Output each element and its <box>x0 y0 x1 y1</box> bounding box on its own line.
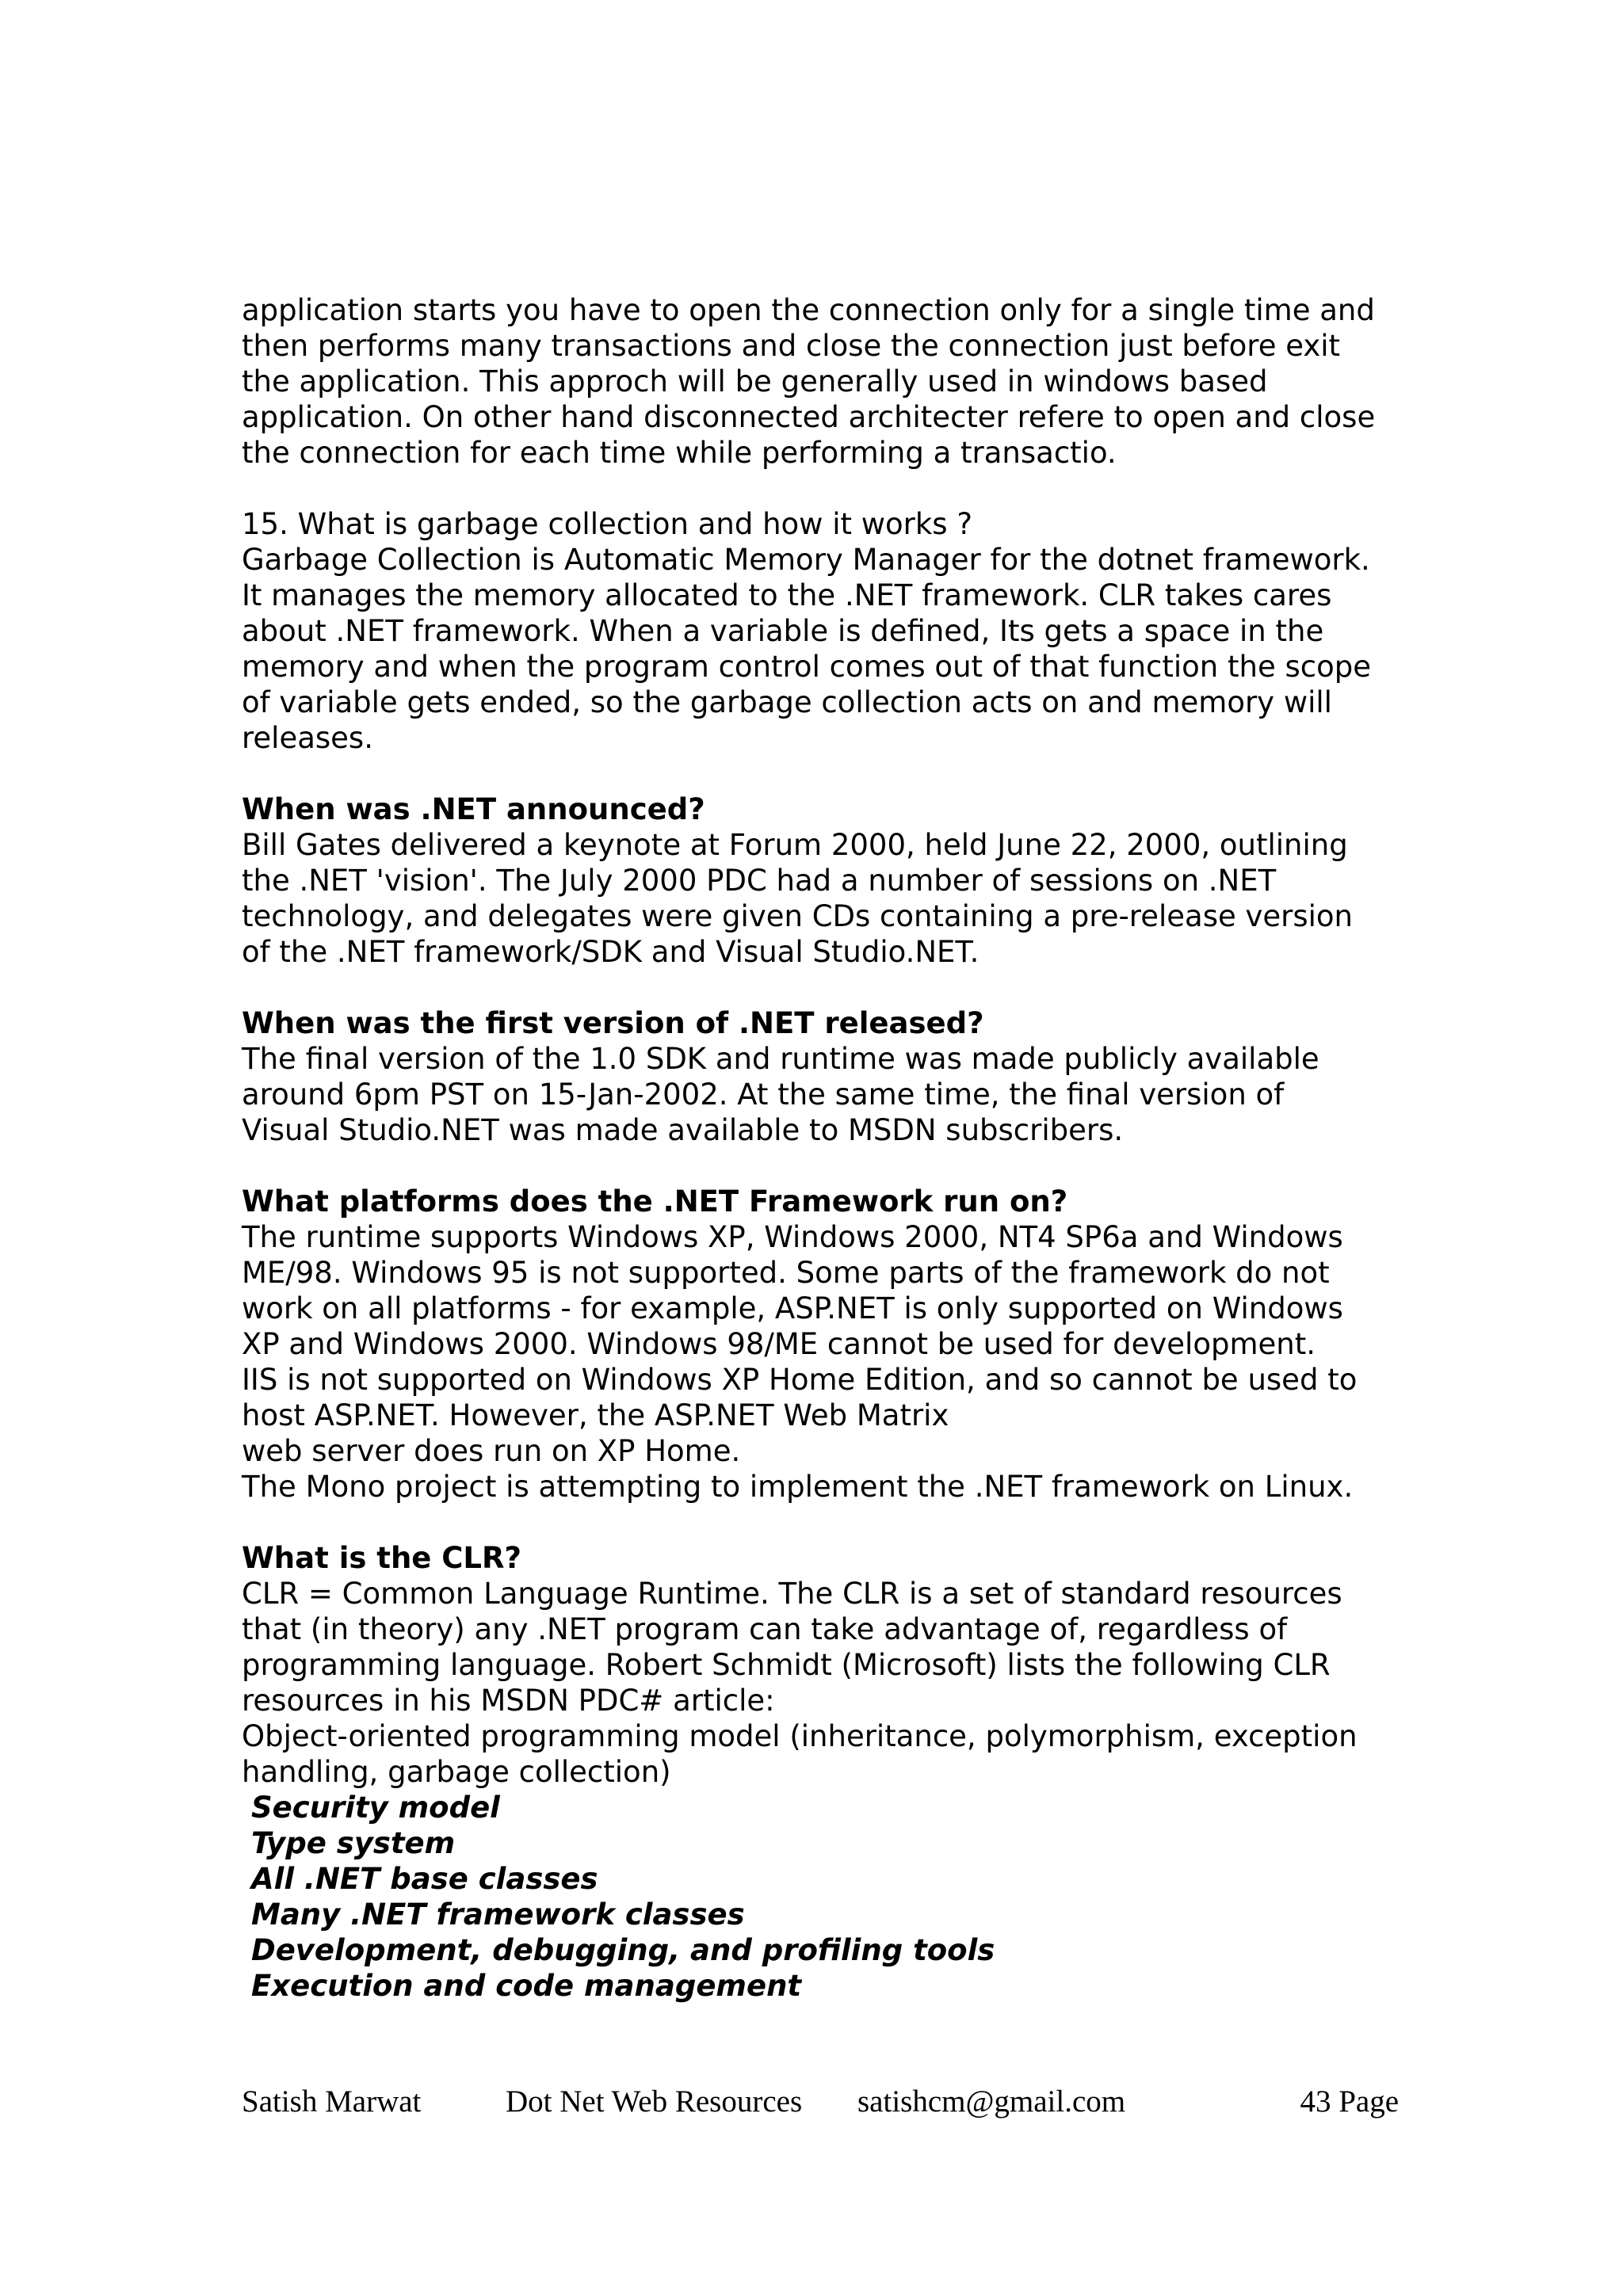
intro-paragraph <box>242 292 1407 471</box>
text-line: the .NET 'vision'. The July 2000 PDC had a number of sessions on .NET <box>242 864 1277 898</box>
gc-question: 15. What is garbage collection and how it works ? <box>242 507 972 541</box>
text-line: technology, and delegates were given CDs containing a pre-release version <box>242 899 1354 933</box>
footer-page-number: 43 Page <box>1300 2084 1399 2119</box>
list-item: Development, debugging, and profiling tools <box>251 1933 995 1967</box>
section-heading: When was the first version of .NET released? <box>242 1006 984 1040</box>
text-line: CLR = Common Language Runtime. The CLR is a set of standard resources <box>242 1577 1342 1611</box>
spacer <box>242 756 1407 791</box>
text-line: It manages the memory allocated to the .NET framework. CLR takes cares <box>242 578 1332 612</box>
platforms-section <box>242 1184 1407 1505</box>
released-section <box>242 1005 1407 1148</box>
text-line: the application. This approch will be generally used in windows based <box>242 364 1268 399</box>
text-line: that (in theory) any .NET program can take advantage of, regardless of <box>242 1612 1288 1646</box>
gc-section <box>242 506 1407 756</box>
text-line: then performs many transactions and close the connection just before exit <box>242 329 1341 363</box>
section-heading: What platforms does the .NET Framework run on? <box>242 1184 1068 1219</box>
text-line: about .NET framework. When a variable is defined, Its gets a space in the <box>242 614 1324 648</box>
text-line: Visual Studio.NET was made available to MSDN subscribers. <box>242 1113 1124 1147</box>
footer-email: satishcm@gmail.com <box>857 2084 1126 2119</box>
text-line: resources in his MSDN PDC# article: <box>242 1684 775 1718</box>
section-heading: What is the CLR? <box>242 1541 521 1575</box>
text-line: memory and when the program control comes out of that function the scope <box>242 650 1372 684</box>
spacer <box>242 471 1407 506</box>
text-line: application starts you have to open the connection only for a single time and <box>242 293 1375 327</box>
text-line: the connection for each time while performing a transactio. <box>242 436 1117 470</box>
text-line: ME/98. Windows 95 is not supported. Some parts of the framework do not <box>242 1256 1330 1290</box>
text-line: of the .NET framework/SDK and Visual Studio.NET. <box>242 935 980 969</box>
text-line: XP and Windows 2000. Windows 98/ME cannot be used for development. <box>242 1327 1316 1361</box>
text-line: IIS is not supported on Windows XP Home Edition, and so cannot be used to <box>242 1363 1358 1397</box>
text-line: Garbage Collection is Automatic Memory Manager for the dotnet framework. <box>242 543 1370 577</box>
clr-section <box>242 1540 1407 2004</box>
page-footer <box>242 2084 1399 2123</box>
text-line: Object-oriented programming model (inheritance, polymorphism, exception <box>242 1719 1358 1753</box>
text-line: application. On other hand disconnected architecter refere to open and close <box>242 400 1376 434</box>
clr-resource-list <box>242 1790 1407 2004</box>
text-line: The Mono project is attempting to implement the .NET framework on Linux. <box>242 1470 1354 1504</box>
list-item: Type system <box>251 1826 456 1860</box>
text-line: web server does run on XP Home. <box>242 1434 741 1468</box>
text-line: host ASP.NET. However, the ASP.NET Web Matrix <box>242 1398 949 1432</box>
text-line: work on all platforms - for example, ASP.NET is only supported on Windows <box>242 1291 1343 1325</box>
text-line: handling, garbage collection) <box>242 1755 671 1789</box>
text-line: around 6pm PST on 15-Jan-2002. At the same time, the final version of <box>242 1077 1285 1112</box>
text-line: The final version of the 1.0 SDK and runtime was made publicly available <box>242 1042 1319 1076</box>
page-content <box>242 292 1407 2004</box>
text-line: of variable gets ended, so the garbage collection acts on and memory will <box>242 685 1332 719</box>
list-item: All .NET base classes <box>251 1862 598 1896</box>
text-line: releases. <box>242 721 373 755</box>
text-line: Bill Gates delivered a keynote at Forum 2000, held June 22, 2000, outlining <box>242 828 1348 862</box>
spacer <box>242 1148 1407 1184</box>
announced-section <box>242 791 1407 970</box>
text-line: programming language. Robert Schmidt (Microsoft) lists the following CLR <box>242 1648 1331 1682</box>
spacer <box>242 1505 1407 1540</box>
section-heading: When was .NET announced? <box>242 792 705 826</box>
spacer <box>242 970 1407 1005</box>
text-line: The runtime supports Windows XP, Windows 2000, NT4 SP6a and Windows <box>242 1220 1343 1254</box>
list-item: Security model <box>251 1791 500 1825</box>
list-item: Many .NET framework classes <box>251 1897 745 1932</box>
footer-author: Satish Marwat <box>242 2084 422 2119</box>
list-item: Execution and code management <box>251 1969 802 2003</box>
footer-title: Dot Net Web Resources <box>506 2084 803 2119</box>
